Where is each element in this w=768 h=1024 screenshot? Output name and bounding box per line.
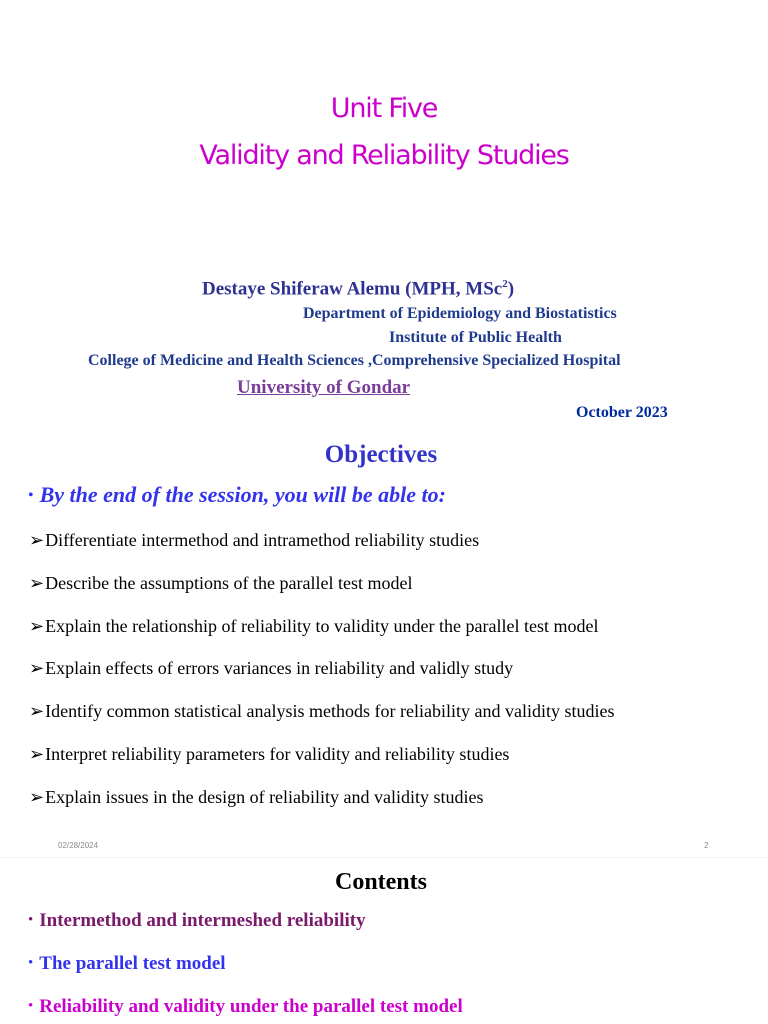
affiliation-college: College of Medicine and Health Sciences ,Comprehensive Specialized Hospital <box>88 352 621 369</box>
arrow-bullet-icon: ➢ <box>29 658 45 678</box>
footer-page-number: 2 <box>704 841 709 850</box>
contents-item <box>28 910 366 932</box>
author-close: ) <box>507 278 515 300</box>
author-name <box>202 278 514 300</box>
contents-item <box>28 996 463 1018</box>
contents-item <box>28 953 226 975</box>
contents-item-text: The parallel test model <box>39 953 226 974</box>
objective-item <box>29 701 614 722</box>
presentation-date: October 2023 <box>576 404 668 421</box>
affiliation-institute: Institute of Public Health <box>389 329 562 346</box>
objective-item <box>29 744 509 765</box>
contents-item-text: Reliability and validity under the parallel test model <box>39 996 463 1017</box>
footer-date: 02/28/2024 <box>58 841 99 850</box>
unit-title: Unit Five <box>330 93 438 124</box>
arrow-bullet-icon: ➢ <box>29 616 45 636</box>
objective-text: Explain effects of errors variances in reliability and validly study <box>45 658 514 678</box>
bullet-icon: • <box>28 912 34 928</box>
author-text: Destaye Shiferaw Alemu (MPH, MSc <box>202 278 503 300</box>
objective-item <box>29 616 598 637</box>
arrow-bullet-icon: ➢ <box>29 573 45 593</box>
author-superscript: 2 <box>502 278 508 290</box>
objective-text: Identify common statistical analysis methods for reliability and validity studies <box>45 701 615 721</box>
arrow-bullet-icon: ➢ <box>29 701 45 721</box>
bullet-icon: • <box>28 998 34 1014</box>
objective-text: Describe the assumptions of the parallel test model <box>45 573 413 593</box>
objective-text: Differentiate intermethod and intramethod reliability studies <box>45 530 480 550</box>
contents-item-text: Intermethod and intermeshed reliability <box>39 910 366 931</box>
objectives-lead-text: By the end of the session, you will be able to: <box>39 482 446 507</box>
objective-item <box>29 573 413 594</box>
objective-item <box>29 787 484 808</box>
objective-text: Interpret reliability parameters for validity and reliability studies <box>45 744 510 764</box>
slide-divider <box>0 857 768 858</box>
objectives-lead <box>28 482 446 508</box>
arrow-bullet-icon: ➢ <box>29 530 45 550</box>
arrow-bullet-icon: ➢ <box>29 787 45 807</box>
objective-item <box>29 530 479 551</box>
objective-text: Explain the relationship of reliability to validity under the parallel test model <box>45 616 599 636</box>
objectives-heading: Objectives <box>324 441 438 468</box>
contents-heading: Contents <box>334 869 427 895</box>
university-link[interactable]: University of Gondar <box>237 377 411 398</box>
bullet-icon: • <box>28 955 34 971</box>
slide-title: Validity and Reliability Studies <box>199 140 569 171</box>
affiliation-department: Department of Epidemiology and Biostatistics <box>303 305 617 322</box>
bullet-icon: • <box>28 487 34 504</box>
objective-item <box>29 658 513 679</box>
arrow-bullet-icon: ➢ <box>29 744 45 764</box>
objective-text: Explain issues in the design of reliability and validity studies <box>45 787 484 807</box>
